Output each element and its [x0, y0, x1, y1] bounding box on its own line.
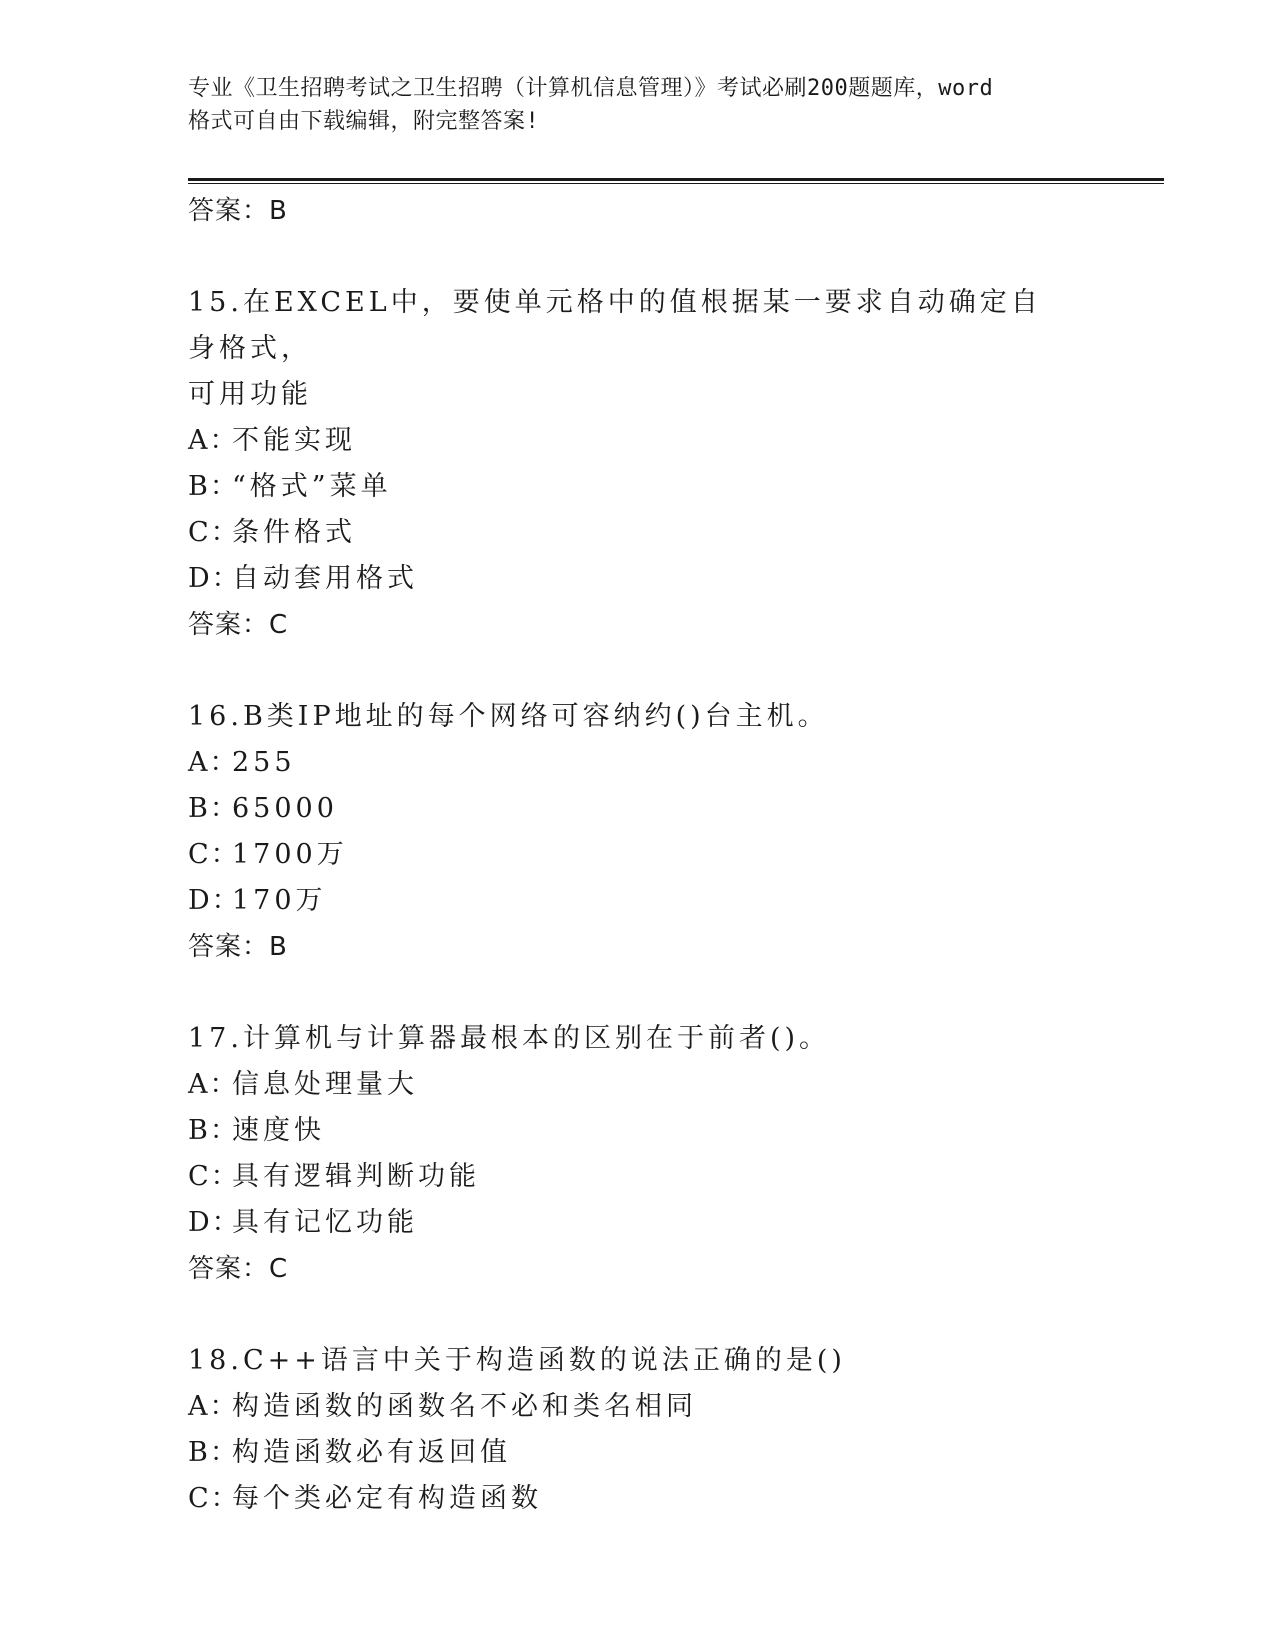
option-key: A： — [188, 1069, 239, 1100]
answer-line: 答案：B — [188, 932, 288, 962]
question-18 — [188, 1338, 1164, 1522]
question-text — [188, 1016, 1068, 1062]
option-text: 具有逻辑判断功能 — [232, 1161, 480, 1192]
option-text: 信息处理量大 — [232, 1069, 418, 1100]
option-key: C： — [188, 839, 240, 870]
option-a — [188, 418, 1164, 464]
option-key: B： — [188, 793, 239, 824]
option-d — [188, 878, 1164, 924]
option-key: C： — [188, 1483, 240, 1514]
option-text: 65000 — [232, 793, 338, 824]
question-16 — [188, 694, 1164, 970]
option-key: B： — [188, 471, 239, 502]
option-text: 具有记忆功能 — [232, 1207, 418, 1238]
option-key: D： — [188, 885, 241, 916]
option-text: 自动套用格式 — [232, 563, 418, 594]
option-text: 构造函数的函数名不必和类名相同 — [232, 1391, 697, 1422]
question-text — [188, 1338, 1068, 1384]
header-line-2: 格式可自由下载编辑，附完整答案! — [188, 109, 540, 134]
option-c — [188, 1154, 1164, 1200]
option-text: 每个类必定有构造函数 — [232, 1483, 542, 1514]
question-text-line-2: 可用功能 — [188, 379, 312, 410]
option-key: D： — [188, 563, 241, 594]
question-text-line-1: 17.计算机与计算器最根本的区别在于前者()。 — [188, 1023, 831, 1054]
option-text: 不能实现 — [232, 425, 356, 456]
option-text: 255 — [232, 747, 296, 778]
option-key: B： — [188, 1115, 239, 1146]
option-text: 条件格式 — [232, 517, 356, 548]
question-text — [188, 280, 1068, 418]
option-a — [188, 740, 1164, 786]
question-15 — [188, 280, 1164, 648]
option-text: 速度快 — [232, 1115, 325, 1146]
header-rule-thick — [188, 178, 1164, 181]
option-b — [188, 786, 1164, 832]
option-d — [188, 1200, 1164, 1246]
answer-line: 答案：C — [188, 610, 289, 640]
option-text: 170万 — [232, 885, 327, 916]
option-key: B： — [188, 1437, 239, 1468]
option-key: A： — [188, 747, 239, 778]
option-c — [188, 832, 1164, 878]
option-b — [188, 464, 1164, 510]
question-text-line-1: 15.在EXCEL中，要使单元格中的值根据某一要求自动确定自身格式， — [188, 287, 1042, 364]
option-c — [188, 1476, 1164, 1522]
option-b — [188, 1430, 1164, 1476]
question-text — [188, 694, 1068, 740]
answer-line: 答案：B — [188, 196, 288, 226]
option-b — [188, 1108, 1164, 1154]
option-key: C： — [188, 1161, 240, 1192]
answer-line: 答案：C — [188, 1254, 289, 1284]
header-rule-thin — [188, 183, 1164, 184]
option-a — [188, 1062, 1164, 1108]
option-text: 构造函数必有返回值 — [232, 1437, 511, 1468]
header-line-1: 专业《卫生招聘考试之卫生招聘（计算机信息管理）》考试必刷200题题库，word — [188, 76, 994, 101]
question-17 — [188, 1016, 1164, 1292]
option-key: A： — [188, 425, 239, 456]
option-text: “格式”菜单 — [232, 471, 392, 502]
question-text-line-1: 16.B类IP地址的每个网络可容纳约()台主机。 — [188, 701, 829, 732]
document-content — [188, 188, 1164, 1522]
option-key: D： — [188, 1207, 241, 1238]
option-key: A： — [188, 1391, 239, 1422]
option-c — [188, 510, 1164, 556]
option-text: 1700万 — [232, 839, 348, 870]
question-text-line-1: 18.C++语言中关于构造函数的说法正确的是() — [188, 1345, 846, 1376]
option-d — [188, 556, 1164, 602]
option-a — [188, 1384, 1164, 1430]
option-key: C： — [188, 517, 240, 548]
document-header — [188, 72, 1088, 138]
